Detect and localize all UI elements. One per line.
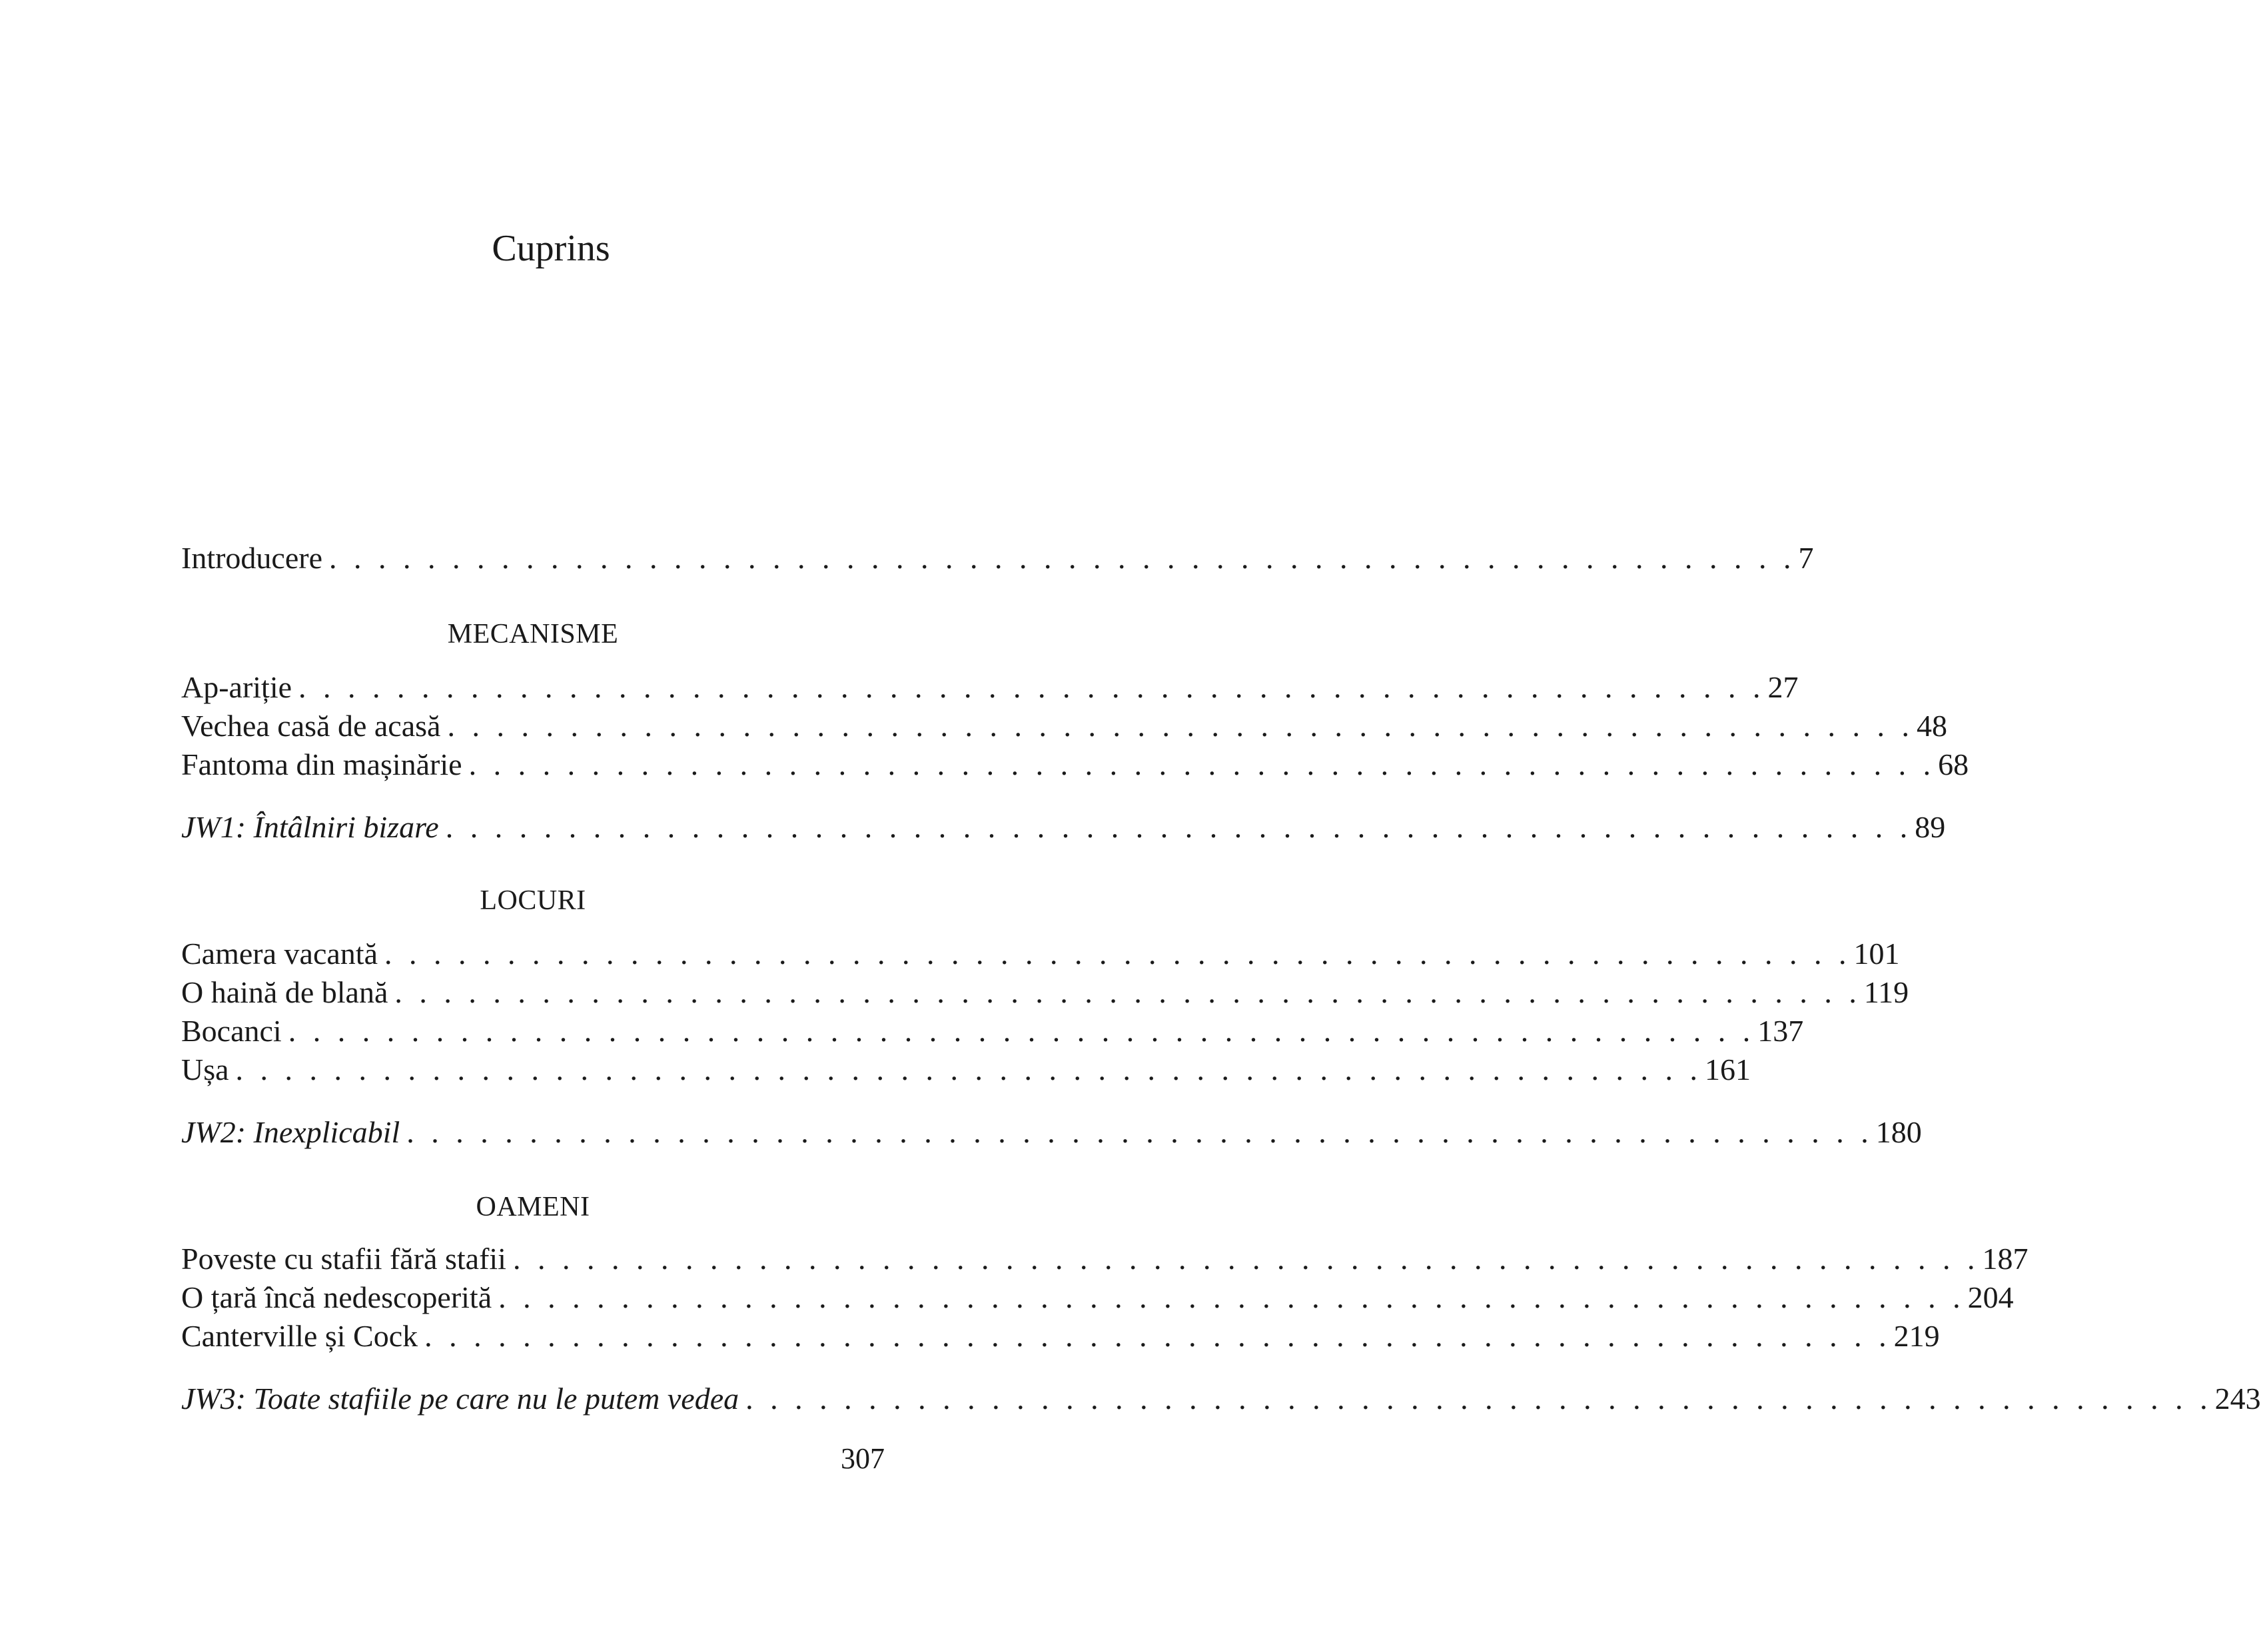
section-heading-oameni: OAMENI xyxy=(476,1192,590,1222)
toc-entry-title: JW1: Întâlniri bizare xyxy=(181,810,439,844)
toc-page-number: 161 xyxy=(1705,1052,1751,1086)
toc-entry xyxy=(181,1315,1940,1358)
toc-page-number: 243 xyxy=(2214,1382,2261,1416)
toc-interlude-jw2 xyxy=(181,1111,1922,1154)
toc-interlude-jw1 xyxy=(181,806,1946,849)
toc-entry-title: Bocanci xyxy=(181,1014,282,1048)
toc-page-number: 48 xyxy=(1916,709,1947,743)
dot-leader: . . . . . . . . . . . . . . . . . . . . . . . . . . . . . . . . . . . . . . . . . . . . . . . . . . . . . . . . . . . . xyxy=(235,1052,1703,1086)
toc-page-number: 180 xyxy=(1875,1115,1922,1149)
dot-leader: . . . . . . . . . . . . . . . . . . . . . . . . . . . . . . . . . . . . . . . . . . . . . . . . . . . . . . . . . . . . xyxy=(447,709,1914,743)
toc-entry-title: Poveste cu stafii fără stafii xyxy=(181,1242,506,1276)
toc-entry-introducere xyxy=(181,537,1814,580)
dot-leader: . . . . . . . . . . . . . . . . . . . . . . . . . . . . . . . . . . . . . . . . . . . . . . . . . . . . . . . . . . . . xyxy=(298,670,1765,704)
toc-page-number: 119 xyxy=(1863,975,1909,1009)
toc-entry-title: O haină de blană xyxy=(181,975,388,1009)
section-heading-locuri: LOCURI xyxy=(480,885,586,916)
toc-entry xyxy=(181,933,1900,975)
toc-entry-title: JW3: Toate stafiile pe care nu le putem vedea xyxy=(181,1382,739,1416)
toc-entry xyxy=(181,743,1969,786)
toc-entry xyxy=(181,666,1799,709)
toc-entry-title: O țară încă nedescoperită xyxy=(181,1280,492,1314)
toc-interlude-jw3 xyxy=(181,1378,2261,1420)
toc-entry xyxy=(181,1276,2014,1319)
page-folio-number: 307 xyxy=(841,1442,885,1475)
toc-entry xyxy=(181,971,1909,1014)
toc-entry-title: Camera vacantă xyxy=(181,937,378,971)
toc-page-number: 204 xyxy=(1967,1280,2014,1314)
dot-leader: . . . . . . . . . . . . . . . . . . . . . . . . . . . . . . . . . . . . . . . . . . . . . . . . . . . . . . . . . . . . xyxy=(384,937,1851,971)
dot-leader: . . . . . . . . . . . . . . . . . . . . . . . . . . . . . . . . . . . . . . . . . . . . . . . . . . . . . . . . . . . . xyxy=(329,541,1796,575)
section-heading-mecanisme: MECANISME xyxy=(447,619,619,649)
toc-page-number: 187 xyxy=(1982,1242,2029,1276)
toc-entry xyxy=(181,705,1947,747)
toc-page-number: 137 xyxy=(1757,1014,1804,1048)
toc-entry-title: Vechea casă de acasă xyxy=(181,709,441,743)
toc-page-number: 101 xyxy=(1853,937,1900,971)
dot-leader: . . . . . . . . . . . . . . . . . . . . . . . . . . . . . . . . . . . . . . . . . . . . . . . . . . . . . . . . . . . . xyxy=(406,1115,1873,1149)
toc-entry xyxy=(181,1048,1751,1091)
dot-leader: . . . . . . . . . . . . . . . . . . . . . . . . . . . . . . . . . . . . . . . . . . . . . . . . . . . . . . . . . . . . xyxy=(424,1319,1891,1353)
dot-leader: . . . . . . . . . . . . . . . . . . . . . . . . . . . . . . . . . . . . . . . . . . . . . . . . . . . . . . . . . . . . xyxy=(468,747,1936,781)
dot-leader: . . . . . . . . . . . . . . . . . . . . . . . . . . . . . . . . . . . . . . . . . . . . . . . . . . . . . . . . . . . . xyxy=(445,810,1913,844)
dot-leader: . . . . . . . . . . . . . . . . . . . . . . . . . . . . . . . . . . . . . . . . . . . . . . . . . . . . . . . . . . . . xyxy=(394,975,1861,1009)
toc-entry-title: Canterville și Cock xyxy=(181,1319,418,1353)
toc-entry-title: JW2: Inexplicabil xyxy=(181,1115,400,1149)
toc-page-number: 89 xyxy=(1915,810,1946,844)
toc-entry-title: Introducere xyxy=(181,541,322,575)
toc-entry-title: Ap-ariție xyxy=(181,670,292,704)
toc-page-number: 27 xyxy=(1767,670,1799,704)
dot-leader: . . . . . . . . . . . . . . . . . . . . . . . . . . . . . . . . . . . . . . . . . . . . . . . . . . . . . . . . . . . . xyxy=(512,1242,1980,1276)
dot-leader: . . . . . . . . . . . . . . . . . . . . . . . . . . . . . . . . . . . . . . . . . . . . . . . . . . . . . . . . . . . . xyxy=(288,1014,1755,1048)
toc-entry-title: Fantoma din mașinărie xyxy=(181,747,462,781)
toc-entry xyxy=(181,1238,2029,1280)
toc-entry xyxy=(181,1010,1804,1052)
toc-page-number: 68 xyxy=(1938,747,1969,781)
toc-page-number: 7 xyxy=(1798,541,1814,575)
dot-leader: . . . . . . . . . . . . . . . . . . . . . . . . . . . . . . . . . . . . . . . . . . . . . . . . . . . . . . . . . . . . xyxy=(745,1382,2212,1416)
toc-entry-title: Ușa xyxy=(181,1052,229,1086)
dot-leader: . . . . . . . . . . . . . . . . . . . . . . . . . . . . . . . . . . . . . . . . . . . . . . . . . . . . . . . . . . . . xyxy=(498,1280,1965,1314)
page-title: Cuprins xyxy=(492,228,610,269)
toc-page-number: 219 xyxy=(1893,1319,1940,1353)
